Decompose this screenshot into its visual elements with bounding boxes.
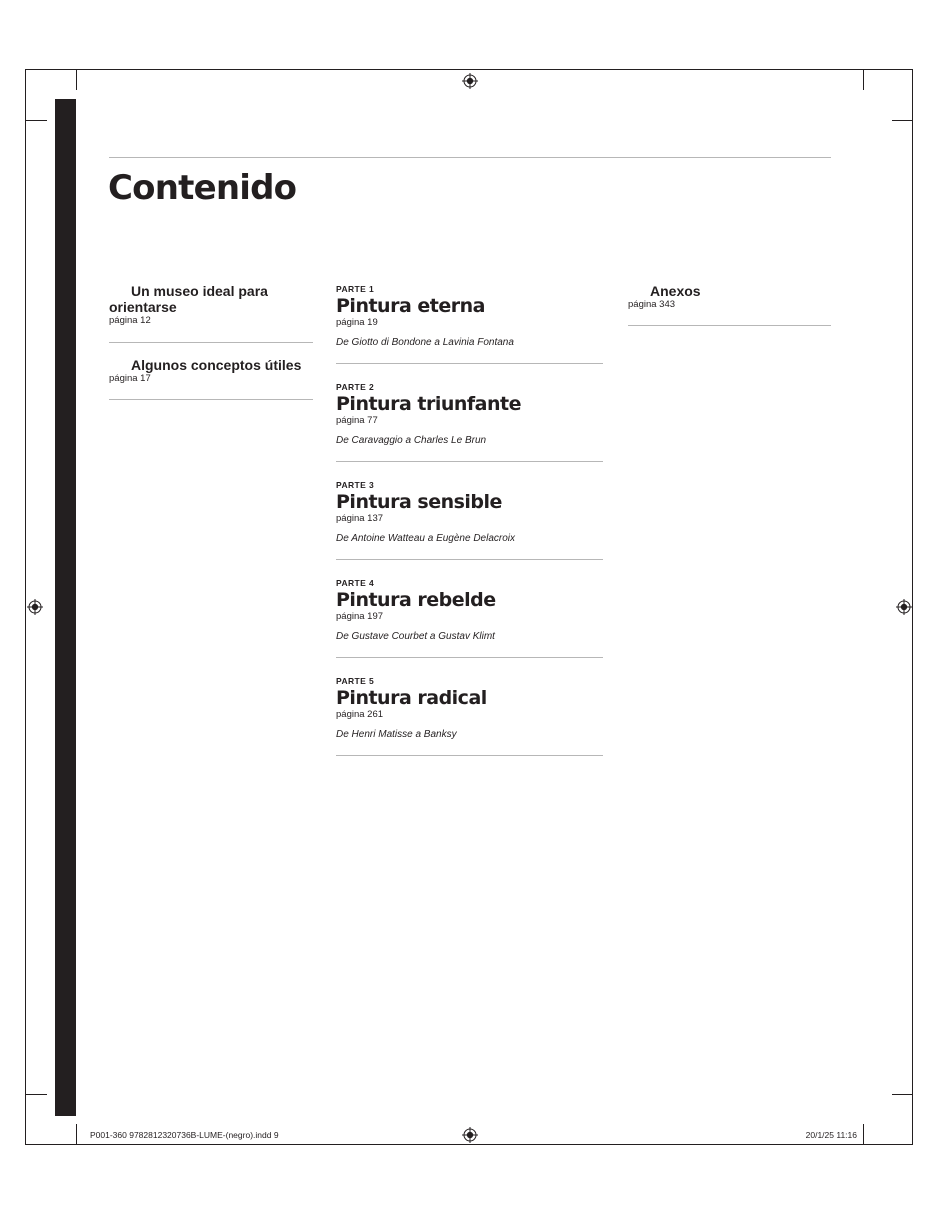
bleed-bar xyxy=(55,99,76,1116)
crop-mark xyxy=(892,120,913,121)
part-title: Pintura sensible xyxy=(336,491,502,513)
toc-part xyxy=(336,578,603,658)
page-title: Contenido xyxy=(108,168,297,208)
part-label: PARTE 1 xyxy=(336,284,375,294)
part-range: De Caravaggio a Charles Le Brun xyxy=(336,435,487,446)
crop-mark xyxy=(76,1124,77,1145)
registration-mark-icon xyxy=(896,599,912,615)
slug-date: 20/1/25 11:16 xyxy=(805,1130,857,1140)
slug-file-info: P001-360 9782812320736B-LUME-(negro).indd 9 xyxy=(90,1130,279,1140)
registration-mark-icon xyxy=(462,1127,478,1143)
toc-entry xyxy=(628,283,831,326)
part-title: Pintura radical xyxy=(336,687,487,709)
toc-part xyxy=(336,284,603,364)
crop-mark xyxy=(76,69,77,90)
part-label: PARTE 3 xyxy=(336,480,375,490)
part-label: PARTE 5 xyxy=(336,676,375,686)
toc-entry-page: página 17 xyxy=(109,373,151,384)
toc-entry xyxy=(109,283,313,343)
toc-part xyxy=(336,382,603,462)
crop-mark xyxy=(26,1094,47,1095)
toc-part xyxy=(336,676,603,756)
part-range: De Gustave Courbet a Gustav Klimt xyxy=(336,631,495,642)
toc-entry-title: Un museo ideal para orientarse xyxy=(109,283,268,315)
part-page: página 197 xyxy=(336,611,384,622)
part-title: Pintura triunfante xyxy=(336,393,521,415)
part-page: página 77 xyxy=(336,415,378,426)
toc-entry-page: página 343 xyxy=(628,299,676,310)
top-rule xyxy=(109,157,831,158)
part-title: Pintura rebelde xyxy=(336,589,496,611)
toc-entry xyxy=(109,357,313,400)
toc-entry-title: Algunos conceptos útiles xyxy=(131,357,302,373)
part-label: PARTE 4 xyxy=(336,578,375,588)
part-page: página 19 xyxy=(336,317,378,328)
part-label: PARTE 2 xyxy=(336,382,375,392)
crop-mark xyxy=(26,120,47,121)
parts-column xyxy=(336,284,603,756)
part-title: Pintura eterna xyxy=(336,295,485,317)
front-matter-column xyxy=(109,283,313,400)
registration-mark-icon xyxy=(27,599,43,615)
back-matter-column xyxy=(628,283,831,326)
toc-entry-title: Anexos xyxy=(650,283,701,299)
part-range: De Antoine Watteau a Eugène Delacroix xyxy=(336,533,515,544)
toc-entry-page: página 12 xyxy=(109,315,151,326)
part-page: página 261 xyxy=(336,709,384,720)
crop-mark xyxy=(863,69,864,90)
toc-part xyxy=(336,480,603,560)
part-page: página 137 xyxy=(336,513,384,524)
registration-mark-icon xyxy=(462,73,478,89)
crop-mark xyxy=(863,1124,864,1145)
part-range: De Henri Matisse a Banksy xyxy=(336,729,457,740)
part-range: De Giotto di Bondone a Lavinia Fontana xyxy=(336,337,514,348)
crop-mark xyxy=(892,1094,913,1095)
